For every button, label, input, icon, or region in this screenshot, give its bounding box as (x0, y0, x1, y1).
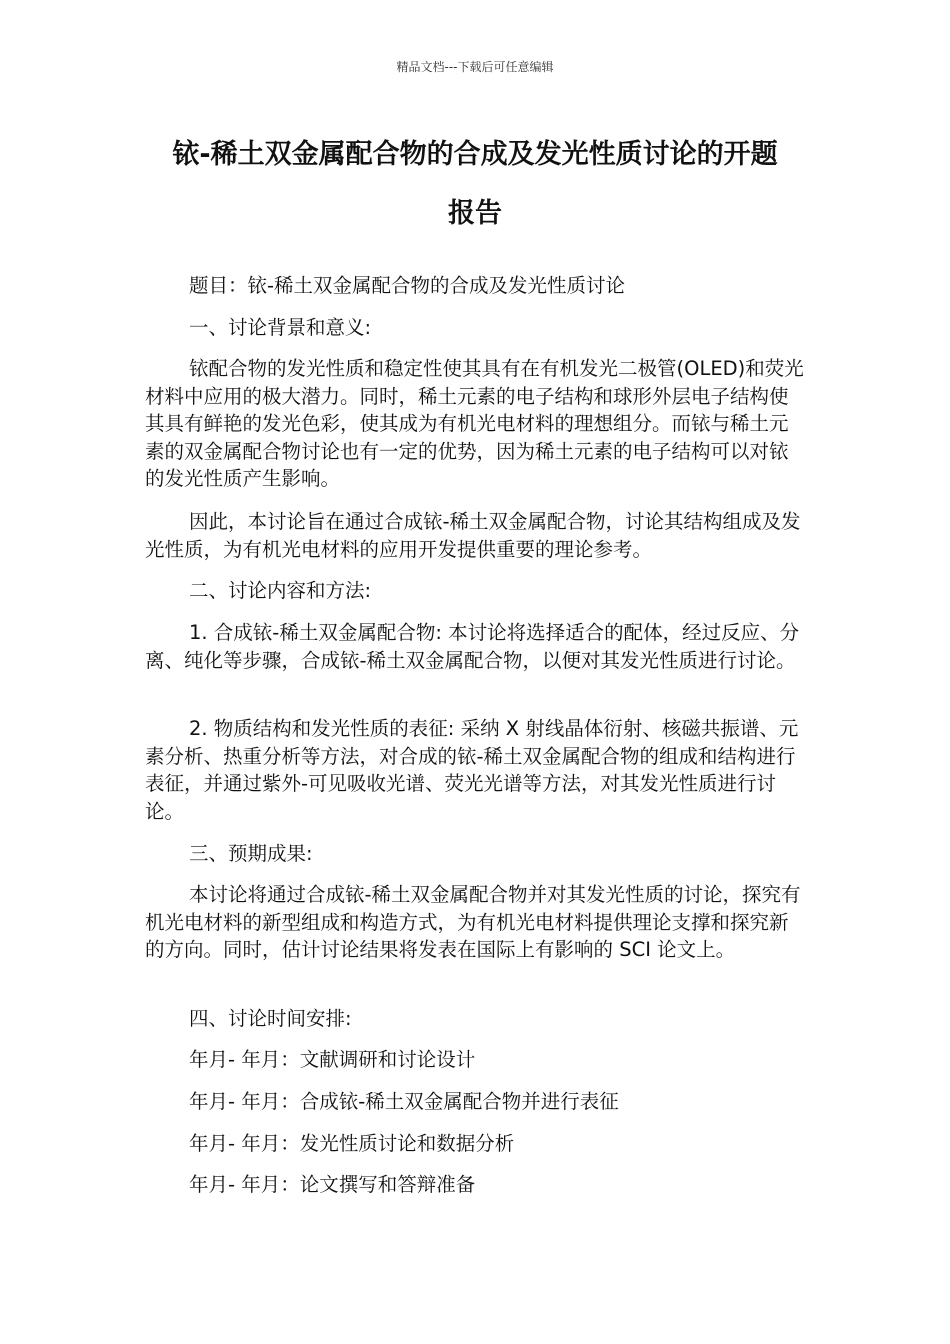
topic-line: 题目：铱-稀土双金属配合物的合成及发光性质讨论 (189, 274, 626, 297)
document-title-line-1: 铱-稀土双金属配合物的合成及发光性质讨论的开题 (172, 139, 778, 170)
document-title-line-2: 报告 (448, 198, 502, 229)
paragraph-purpose (145, 508, 807, 563)
paragraph-method-1 (145, 619, 807, 674)
paragraph-2: 因此，本讨论旨在通过合成铱-稀土双金属配合物，讨论其结构组成及发光性质，为有机光电材料的应用开发提供重要的理论参考。 (145, 510, 801, 561)
paragraph-background (145, 355, 807, 493)
page-header: 精品文档---下载后可任意编辑 (396, 60, 554, 74)
section-3-heading: 三、预期成果: (189, 842, 313, 865)
section-1-heading: 一、讨论背景和意义: (189, 316, 372, 339)
schedule-item: 年月- 年月：论文撰写和答辩准备 (189, 1173, 476, 1196)
paragraph-4: 2. 物质结构和发光性质的表征: 采纳 X 射线晶体衍射、核磁共振谱、元素分析、热重分析等方法，对合成的铱-稀土双金属配合物的组成和结构进行表征，并通过紫外-可见吸收光谱、荧光光谱等方法，对其发光性质进行讨论。 (145, 717, 799, 823)
schedule-item: 年月- 年月：合成铱-稀土双金属配合物并进行表征 (189, 1090, 619, 1113)
paragraph-method-2 (145, 715, 807, 825)
paragraph-1: 铱配合物的发光性质和稳定性使其具有在有机发光二极管(OLED)和荧光材料中应用的极大潜力。同时，稀土元素的电子结构和球形外层电子结构使其具有鲜艳的发光色彩，使其成为有机光电材料的理想组分。而铱与稀土元素的双金属配合物讨论也有一定的优势，因为稀土元素的电子结构可以对铱的发光性质产生影响。 (145, 357, 804, 490)
paragraph-results (145, 881, 807, 964)
schedule-item: 年月- 年月：发光性质讨论和数据分析 (189, 1132, 515, 1155)
schedule-item: 年月- 年月：文献调研和讨论设计 (189, 1048, 476, 1071)
paragraph-5: 本讨论将通过合成铱-稀土双金属配合物并对其发光性质的讨论，探究有机光电材料的新型组成和构造方式，为有机光电材料提供理论支撑和探究新的方向。同时，估计讨论结果将发表在国际上有影响的 SCI 论文上。 (145, 883, 801, 961)
section-4-heading: 四、讨论时间安排: (189, 1007, 352, 1030)
paragraph-3: 1. 合成铱-稀土双金属配合物: 本讨论将选择适合的配体，经过反应、分离、纯化等步骤，合成铱-稀土双金属配合物，以便对其发光性质进行讨论。 (145, 621, 800, 672)
section-2-heading: 二、讨论内容和方法: (189, 579, 372, 602)
